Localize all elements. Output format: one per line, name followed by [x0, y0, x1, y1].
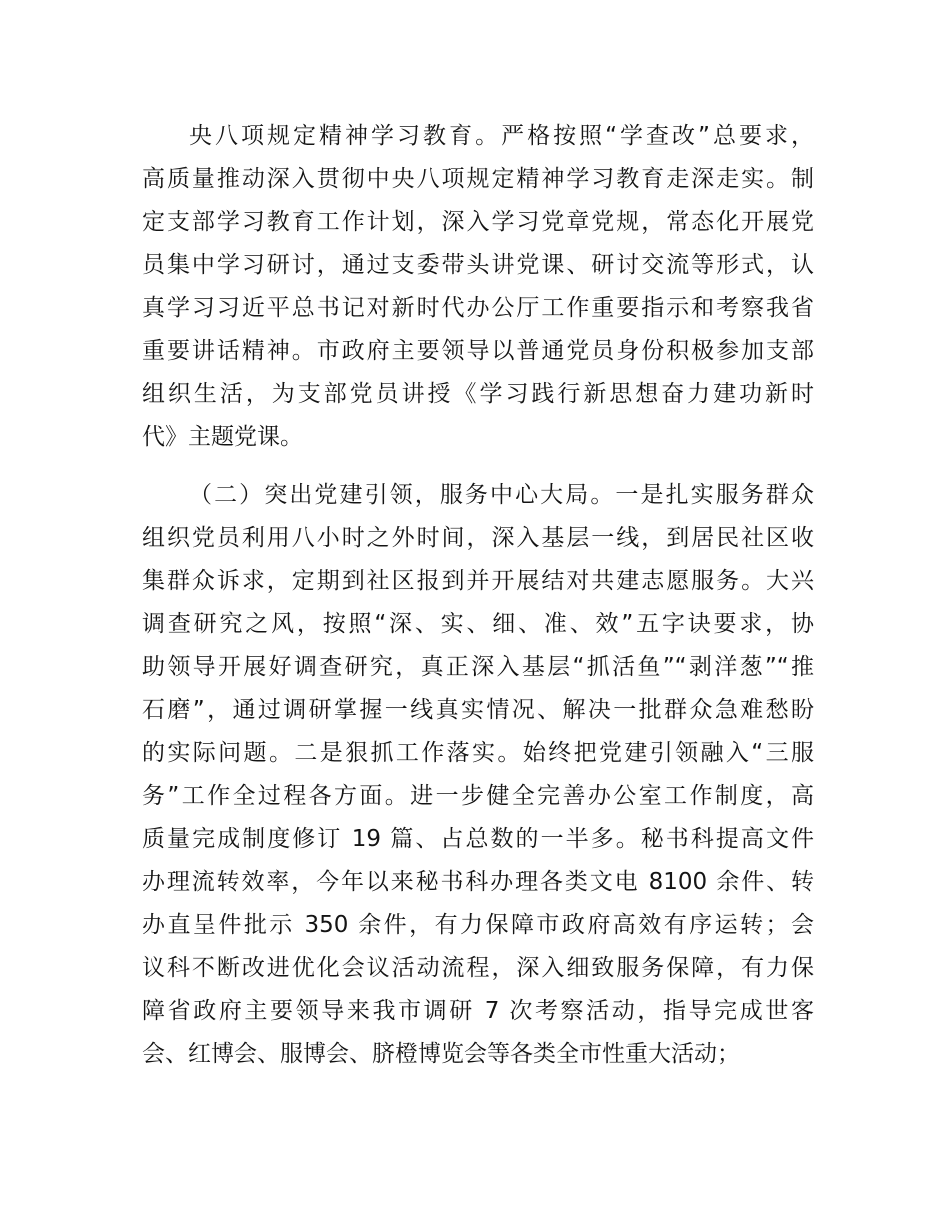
text-line: 组织党员利用八小时之外时间，深入基层一线，到居民社区收: [142, 525, 814, 551]
text-line: 高质量推动深入贯彻中央八项规定精神学习教育走深走实。制: [142, 166, 814, 192]
text-line: 调查研究之风，按照“深、实、细、准、效”五字诀要求，协: [142, 611, 814, 637]
text-line: 真学习习近平总书记对新时代办公厅工作重要指示和考察我省: [142, 295, 814, 321]
text-line: 会、红博会、服博会、脐橙博览会等各类全市性重大活动；: [142, 1041, 740, 1067]
text-line: 石磨”，通过调研掌握一线真实情况、解决一批群众急难愁盼: [142, 697, 814, 723]
text-line: 的实际问题。二是狠抓工作落实。始终把党建引领融入“三服: [142, 740, 814, 766]
text-line: 务”工作全过程各方面。进一步健全完善办公室工作制度，高: [142, 783, 814, 809]
text-line: 代》主题党课。: [142, 424, 303, 450]
text-line: 员集中学习研讨，通过支委带头讲党课、研讨交流等形式，认: [142, 252, 814, 278]
text-line: （二）突出党建引领，服务中心大局。一是扎实服务群众: [189, 482, 814, 508]
text-line: 组织生活，为支部党员讲授《学习践行新思想奋力建功新时: [142, 381, 814, 407]
text-line: 集群众诉求，定期到社区报到并开展结对共建志愿服务。大兴: [142, 568, 814, 594]
text-line: 助领导开展好调查研究，真正深入基层“抓活鱼”“剥洋葱”“推: [142, 654, 814, 680]
text-line: 办直呈件批示 350 余件，有力保障市政府高效有序运转；会: [142, 912, 814, 938]
text-line: 央八项规定精神学习教育。严格按照“学查改”总要求，: [189, 123, 814, 149]
text-line: 质量完成制度修订 19 篇、占总数的一半多。秘书科提高文件: [142, 826, 814, 852]
text-line: 议科不断改进优化会议活动流程，深入细致服务保障，有力保: [142, 955, 814, 981]
text-line: 定支部学习教育工作计划，深入学习党章党规，常态化开展党: [142, 209, 814, 235]
text-line: 重要讲话精神。市政府主要领导以普通党员身份积极参加支部: [142, 338, 814, 364]
text-line: 办理流转效率，今年以来秘书科办理各类文电 8100 余件、转: [142, 869, 814, 895]
text-line: 障省政府主要领导来我市调研 7 次考察活动，指导完成世客: [142, 998, 814, 1024]
